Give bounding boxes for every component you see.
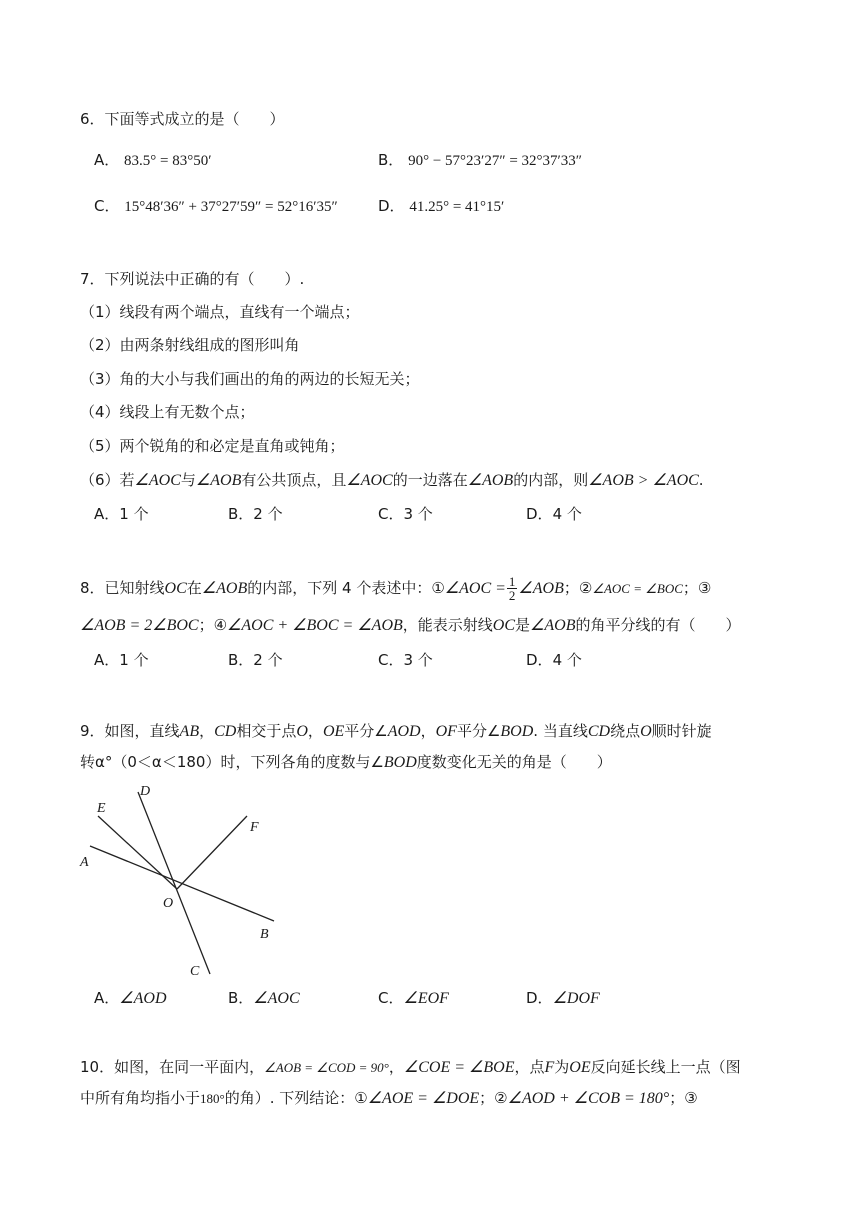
label-f: F (250, 820, 259, 835)
q9-line-1 (80, 720, 712, 743)
text: 相交于点 (236, 722, 297, 740)
text: 8．已知射线 (80, 579, 165, 597)
q9-option-d (526, 987, 600, 1010)
option-label: A． (94, 151, 120, 169)
angle-expr: ∠AOB (518, 580, 564, 597)
option-label: C． (94, 197, 120, 215)
angle-expr: ∠AOC (346, 472, 393, 489)
text: ，能表示射线 (402, 616, 493, 634)
angle-expr: ∠AOB (201, 580, 248, 597)
line-cd (138, 792, 210, 974)
q9-option-b (228, 987, 300, 1010)
text: ；② (563, 579, 593, 597)
label-b: B (260, 927, 269, 942)
angle-expr: ∠AOB = ∠COD = 90° (264, 1060, 389, 1075)
option-expr: 90° − 57°23′27″ = 32°37′33″ (408, 153, 583, 169)
option-label: C． (378, 505, 404, 523)
line-name: CD (214, 723, 237, 740)
q7-statement-3: （3）角的大小与我们画出的角的两边的长短无关； (80, 370, 420, 388)
angle-expr: ∠AOC = ∠BOC (592, 581, 683, 596)
q7-statement-5: （5）两个锐角的和必定是直角或钝角； (80, 437, 345, 455)
q7-stem: 7．下列说法中正确的有（ ）. (80, 270, 305, 288)
option-text: ∠AOC (253, 990, 300, 1007)
q8-option-a (94, 649, 149, 671)
ray-oe (98, 816, 177, 889)
q7-statement-4: （4）线段上有无数个点； (80, 403, 255, 421)
q7-option-a (94, 503, 149, 525)
option-text: 4 个 (552, 505, 582, 523)
option-label: D． (526, 651, 553, 669)
option-label: C． (378, 989, 404, 1007)
q7-option-d (526, 503, 582, 525)
q6-option-c (94, 195, 338, 218)
text: ， (420, 722, 436, 740)
label-a: A (80, 855, 89, 870)
text: . 当直线 (533, 722, 588, 740)
text: 平分∠ (344, 722, 388, 740)
q8-line-1 (80, 575, 711, 602)
ray-name: OC (492, 617, 516, 634)
option-text: 2 个 (253, 505, 283, 523)
text: ， (199, 722, 215, 740)
text: ， (388, 1058, 404, 1076)
option-text: 3 个 (403, 651, 433, 669)
q8-option-c (378, 649, 433, 671)
text: 绕点 (610, 722, 641, 740)
angle-name: BOD (383, 754, 417, 771)
q7-statement-6 (80, 469, 704, 492)
text: 反向延长线上一点（图 (590, 1058, 741, 1076)
text: 的角平分线的有（ ） (575, 616, 741, 634)
q9-option-a (94, 987, 167, 1010)
text: ；③ (682, 579, 712, 597)
q8-line-2 (80, 614, 741, 637)
text: 有公共顶点，且 (241, 471, 347, 489)
point-name: O (640, 723, 652, 740)
option-text: 2 个 (253, 651, 283, 669)
option-text: 1 个 (119, 651, 149, 669)
q9-option-c (378, 987, 449, 1010)
q7-option-b (228, 503, 283, 525)
angle-expr: ∠AOC = (444, 580, 506, 597)
ray-name: OC (164, 580, 187, 597)
text: 为 (554, 1058, 570, 1076)
text: 的内部，下列 4 个表述中：① (247, 579, 445, 597)
q9-figure (70, 778, 290, 983)
text: 9．如图，直线 (80, 722, 180, 740)
q10-line-2 (80, 1087, 698, 1110)
fraction-numerator: 1 (508, 574, 516, 589)
q7-option-c (378, 503, 433, 525)
text: . (698, 471, 704, 489)
angle-expr: ∠AOB > ∠AOC (588, 472, 699, 489)
text: ， (307, 722, 323, 740)
text: ，点 (514, 1058, 545, 1076)
ray-name: OF (435, 723, 457, 740)
text: 平分∠ (456, 722, 501, 740)
angle-expr: ∠AOD + ∠COB = 180° (507, 1090, 670, 1107)
line-name: CD (587, 723, 611, 740)
q7-statement-1: （1）线段有两个端点，直线有一个端点； (80, 303, 360, 321)
option-label: B． (228, 651, 254, 669)
line-name: AB (179, 723, 200, 740)
option-label: A． (94, 651, 120, 669)
angle-expr: ∠AOB (195, 472, 242, 489)
option-text: 3 个 (403, 505, 433, 523)
option-label: A． (94, 505, 120, 523)
text: 是 (515, 616, 531, 634)
fraction-denominator: 2 (508, 588, 516, 603)
angle-expr: ∠AOB (467, 472, 514, 489)
q10-line-1 (80, 1056, 741, 1079)
angle-expr: ∠COE = ∠BOE (403, 1059, 515, 1076)
text: 的角）. 下列结论：① (224, 1089, 368, 1107)
option-label: D． (526, 505, 553, 523)
q6-option-a (94, 149, 212, 172)
label-o: O (163, 896, 174, 911)
angle-expr: ∠AOB = 2∠BOC (80, 617, 199, 634)
angle-expr: ∠AOC (134, 472, 181, 489)
text: 的内部，则 (513, 471, 589, 489)
option-expr: 41.25° = 41°15′ (409, 199, 505, 215)
label-c: C (190, 964, 200, 979)
point-name: F (544, 1059, 555, 1076)
q7-statement-2: （2）由两条射线组成的图形叫角 (80, 336, 300, 354)
text: （6）若 (80, 471, 135, 489)
ray-of (177, 816, 247, 889)
ray-name: OE (569, 1059, 591, 1076)
option-label: D． (378, 197, 405, 215)
angle-name: AOD (387, 723, 421, 740)
option-text: ∠EOF (403, 990, 449, 1007)
angle-expr: ∠AOC + ∠BOC = ∠AOB (227, 617, 403, 634)
ray-name: OE (322, 723, 345, 740)
label-d: D (140, 784, 151, 799)
text: 10．如图，在同一平面内， (80, 1058, 265, 1076)
text: 度数变化无关的角是（ ） (416, 753, 612, 771)
q6-option-b (378, 149, 582, 172)
q8-option-b (228, 649, 283, 671)
angle-value: 180° (200, 1091, 225, 1106)
q6-stem: 6．下面等式成立的是（ ） (80, 110, 285, 128)
option-label: D． (526, 989, 553, 1007)
text: 转α°（0＜α＜180）时，下列各角的度数与∠ (80, 753, 384, 771)
q6-option-d (378, 195, 504, 218)
text: ；④ (198, 616, 228, 634)
option-text: 1 个 (119, 505, 149, 523)
fraction-one-half (507, 575, 518, 602)
text: 与 (180, 471, 196, 489)
text: 中所有角均指小于 (80, 1089, 201, 1107)
text: 顺时针旋 (651, 722, 712, 740)
angle-expr: ∠AOB (530, 617, 576, 634)
option-label: B． (378, 151, 404, 169)
option-label: A． (94, 989, 120, 1007)
text: 在 (186, 579, 202, 597)
option-text: 4 个 (552, 651, 582, 669)
text: 的一边落在 (392, 471, 468, 489)
text: ；③ (669, 1089, 698, 1107)
angle-name: BOD (500, 723, 534, 740)
option-expr: 15°48′36″ + 37°27′59″ = 52°16′35″ (124, 199, 338, 215)
q9-line-2 (80, 751, 612, 774)
label-e: E (97, 801, 106, 816)
option-label: B． (228, 505, 254, 523)
option-label: B． (228, 989, 254, 1007)
angle-expr: ∠AOE = ∠DOE (367, 1090, 480, 1107)
option-text: ∠AOD (119, 990, 167, 1007)
point-name: O (296, 723, 308, 740)
option-text: ∠DOF (552, 990, 600, 1007)
text: ；② (479, 1089, 508, 1107)
option-label: C． (378, 651, 404, 669)
option-expr: 83.5° = 83°50′ (124, 153, 212, 169)
q8-option-d (526, 649, 582, 671)
